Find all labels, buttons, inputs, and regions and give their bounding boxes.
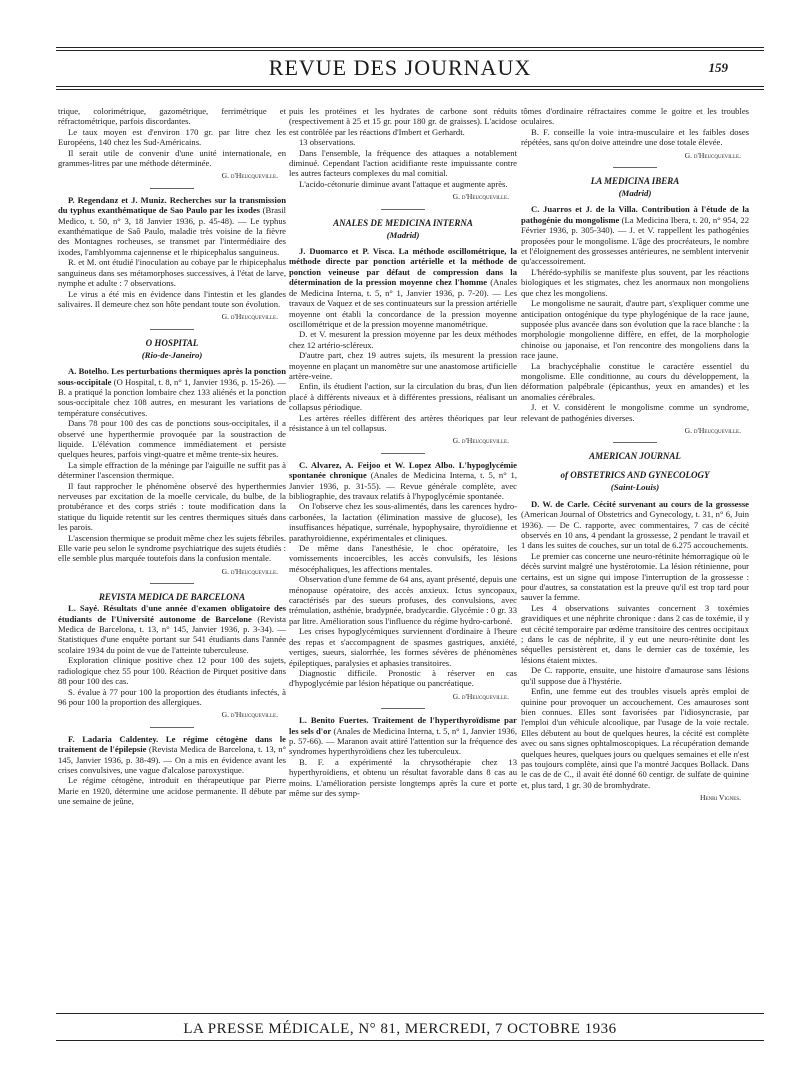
article-entry <box>289 246 517 329</box>
signature: G. d'Heucqueville. <box>684 425 741 435</box>
header-rule-top <box>56 47 764 48</box>
page-number: 159 <box>708 60 728 75</box>
signature: G. d'Heucqueville. <box>452 691 509 701</box>
paragraph: Enfin, ils étudient l'action, sur la circulation du bras, d'un lien placé à différents niveaux et à différentes pressions, réalisant un collapsus périodique. <box>289 381 517 413</box>
paragraph: Observation d'une femme de 64 ans, ayant présenté, depuis une ménopause opératoire, des accès anxieux. Ictus syncopaux, caractérisés par des sueurs profuses, des convulsions, avec trémulation, asthénie, bradypnée, bradycardie. Glycémie : 0 gr. 33 par litre. Amélioration sous l'influence du régime hydro-carboné. <box>289 574 517 626</box>
signature: G. d'Heucqueville. <box>452 192 509 202</box>
article-abstract: (La Medicina Ibera, t. 20, n° 954, 22 Février 1936, p. 305-340). — J. et V. rappellent les pathogénies proposées pour le mongolisme. L'âge des procréateurs, le nombre et l'éloignement des grossesses antérieures, ne semblent intervenir qu'accessoirement. <box>521 214 749 267</box>
separator-rule <box>381 708 425 709</box>
separator-rule <box>613 442 657 443</box>
article-abstract: (Revista Medica de Barcelona, t. 13, n° 145, Janvier 1936, p. 3-34). — Statistiques d'une enquête portant sur 541 étudiants dans l'année scolaire 1934 du point de vue de l'atteinte tuberculeuse. <box>58 613 286 655</box>
paragraph: Dans 78 pour 100 des cas de ponctions sous-occipitales, il a observé une hyperthermie provoquée par la soustraction de liquide. L'élévation commence immédiatement et persiste quelques heures, parfois vingt-quatre et même trente-six heures. <box>58 418 286 460</box>
paragraph: Il serait utile de convenir d'une unité internationale, en grammes-litres par une méthode déterminée. <box>58 147 286 169</box>
paragraph: Le taux moyen est d'environ 170 gr. par litre chez les Européens, 140 chez les Sud-Américains. <box>58 126 286 148</box>
paragraph: Enfin, une femme eut des troubles visuels après emploi de quinine pour provoquer un accouchement. Ces amauroses sont bien connues. Elles sont favorisées par l'idiosyncrasie, par l'emploi d'un véhicule alcoolique, par l'usage de la voie rectale. Elles débutent au bout de quelques heures, la cécité est complète avec ou sans signes ophtalmoscopiques. La récupération demande quelques heures, quelques jours ou quelques semaines et elle n'est pas toujours complète, ainsi que l'a montré Jacques Bollack. Dans le cas de de C., il avait été donné 60 centigr. de sulfate de quinine et, plus tard, 1 gr. 30 de bromhydrate. <box>521 686 749 790</box>
article-title: Recherches sur la transmission du typhus exanthématique de Sao Paulo par les ixodes <box>58 194 286 216</box>
paragraph: Les 4 observations suivantes concernent 3 toxémies gravidiques et une néphrite chronique : dans 2 cas de toxémie, il y eut cécité temporaire par œdème transitoire des centres occipitaux ; dans le cas de néphrite, il y eut une neuro-rétinite dont les séquelles persistèrent et, dans le dernier cas de toxémie, les lésions étaient mixtes. <box>521 602 749 665</box>
paragraph: Dans l'ensemble, la fréquence des attaques a notablement diminué. Cependant l'action acidifiante reste impuissante contre les autres facteurs complexes du mal comitial. <box>289 147 517 179</box>
journal-section-city: (Madrid) <box>386 229 420 240</box>
paragraph: Les artères réelles diffèrent des artères théoriques par leur résistance à un tel collapsus. <box>289 412 517 433</box>
footer-publication-line: LA PRESSE MÉDICALE, N° 81, MERCREDI, 7 OCTOBRE 1936 <box>183 1021 617 1037</box>
signature: G. d'Heucqueville. <box>221 566 278 576</box>
paragraph: D'autre part, chez 19 autres sujets, ils mesurent la pression moyenne en plaçant un manomètre sur une anastomose artificielle artère-veine. <box>289 350 517 381</box>
paragraph: D. et V. mesurent la pression moyenne par les deux méthodes chez 12 artério-scléreux. <box>289 329 517 350</box>
paragraph: Il faut rapprocher le phénomène observé des hyperthermies nerveuses par excitation de la moelle cervicale, du bulbe, de la protubérance et des corps striés : toute modification dans la statique du liquide retentit sur les centres thermiques situés dans les parois. <box>58 480 286 533</box>
article-author: C. Alvarez, A. Feijoo et W. Lopez Albo. <box>299 459 455 470</box>
header-rule-bottom <box>56 86 764 87</box>
paragraph: Les crises hypoglycémiques surviennent d'ordinaire à l'heure des repas et s'accompagnent de spasmes gastriques, anxiété, vertiges, sueurs, sialorrhée, les formes sévères de phénomènes épileptiques, paralysies et aphasies transitoires. <box>289 626 517 668</box>
separator-rule <box>381 453 425 454</box>
journal-section-heading: of OBSTETRICS AND GYNECOLOGY <box>560 470 710 481</box>
paragraph: B. F. a expérimenté la chrysothérapie chez 13 hyperthyroïdiens, et obtenu un résultat favorable dans 8 cas au moins. L'amélioration persiste longtemps après la cure et porte même sur des symp- <box>289 756 517 798</box>
journal-title: REVUE DES JOURNAUX <box>268 55 532 80</box>
header-rule-bottom-second <box>56 89 764 90</box>
journal-section-heading: LA MEDICINA IBERA <box>590 176 680 187</box>
paragraph: Diagnostic difficile. Pronostic à réserver en cas d'hypoglycémie par lésion hépatique ou pancréatique. <box>289 667 517 689</box>
separator-rule <box>150 583 194 584</box>
paragraph: J. et V. considèrent le mongolisme comme un syndrome, relevant de pathogénies diverses. <box>521 402 749 423</box>
paragraph: puis les protéines et les hydrates de carbone sont réduits (respectivement à 25 et 15 gr. pour 180 gr. de graisses). L'acidose est contrôlée par les réactions d'Imbert et Gerhardt. <box>289 106 517 137</box>
signature: G. d'Heucqueville. <box>684 150 741 160</box>
paragraph: L'hérédo-syphilis se manifeste plus souvent, par les réactions biologiques et les stigmates, chez les anormaux non mongoliens que chez les mongoliens. <box>521 266 749 298</box>
signature: Henri Vignes. <box>699 793 741 803</box>
column-right <box>521 106 749 803</box>
journal-section-city: (Saint-Louis) <box>610 482 660 493</box>
separator-rule <box>150 329 194 330</box>
separator-rule <box>150 188 194 189</box>
paragraph: trique, colorimétrique, gazométrique, ferrimétrique et réfractométrique, parfois discordantes. <box>58 106 286 127</box>
article-entry <box>289 715 517 757</box>
article-title: Les perturbations thermiques après la ponction sous-occipitale <box>58 366 287 387</box>
article-title: L'hypoglycémie spontanée chronique <box>289 459 517 481</box>
column-left <box>58 106 287 807</box>
article-author: L. Benito Fuertes. <box>299 715 369 726</box>
article-title: Le régime cétogène dans le traitement de l'épilepsie <box>58 733 286 755</box>
paragraph: La simple effraction de la méninge par l'aiguille ne suffit pas à déterminer l'ascension thermique. <box>58 459 286 481</box>
paragraph: Le régime cétogène, introduit en thérapeutique par Pierre Marie en 1920, détermine une acidose permanente. Il débute par une semaine de jeûne, <box>58 775 286 807</box>
article-title: Résultats d'une année d'examen obligatoire des étudiants de l'Université autonome de Barcelone <box>58 603 286 624</box>
article-abstract: (O Hospital, t. 8, n° 1, Janvier 1936, p. 15-26). — B. a pratiqué la ponction lombaire chez 133 aliénés et la ponction sous-occipitale chez 108 autres, en mesurant les variations de température consécutives. <box>58 376 287 418</box>
journal-section-heading: ANALES DE MEDICINA INTERNA <box>333 217 473 228</box>
article-abstract: (American Journal of Obstetrics and Gynecology, t. 31, n° 6, Juin 1936). — De C. rapporte, avec commentaires, 7 cas de cécité observés en 10 ans, 4 pendant la grossesse, 2 pendant le travail et 1 dans les suites de couches, sur un total de 6.275 accouchements. <box>521 509 749 551</box>
paragraph: Le premier cas concerne une neuro-rétinite hémorragique où le décès survint malgré une hystérotomie. La lésion rétinienne, pour certains, est un signe qui impose l'interruption de la grossesse : pour d'autres, sa constatation est la preuve qu'il est trop tard pour sauver la femme. <box>521 550 749 603</box>
paragraph: 13 observations. <box>299 137 356 148</box>
paragraph: L'acido-cétonurie diminue avant l'attaque et augmente après. <box>299 178 508 189</box>
article-abstract: (Anales de Medicina Interna, t. 5, n° 1, Janvier 1936, p. 7-20). — Les travaux de Vaquez et de ses continuateurs sur la pression artérielle moyenne ont établi la concordance de la pression moyenne oscillométrique et de la pression moyenne manométrique. <box>289 277 517 329</box>
signature: G. d'Heucqueville. <box>221 171 278 181</box>
separator-rule <box>381 209 425 210</box>
footer-rule-top <box>56 1013 764 1014</box>
separator-rule <box>613 167 657 168</box>
journal-section-city: (Madrid) <box>618 188 652 199</box>
article-author: J. Duomarco et P. Visca. <box>299 246 395 257</box>
article-author: P. Regendanz et J. Muniz. <box>68 194 167 205</box>
paragraph: De même dans l'anesthésie, le choc opératoire, les vomissements incoercibles, les accès convulsifs, les lésions mésocéphaliques, les affections mentales. <box>289 543 517 574</box>
paragraph: R. et M. ont étudié l'inoculation au cobaye par le rhipicephalus sanguineus dans ses métamorphoses successives, à l'état de larve, nymphe et adulte : 7 observations. <box>58 257 286 289</box>
article-title: Cécité survenant au cours de la grossesse <box>592 498 749 509</box>
article-author: A. Botelho. <box>68 366 109 377</box>
article-abstract: (Brasil Medico, t. 50, n° 3, 18 Janvier 1936, p. 45-48). — Le typhus exanthématique de Saô Paulo, maladie très voisine de la fièvre des Montagnes rocheuses, se transmet par l'intermédiaire des ixodes, l'amblyomma cajennense et le rhipicephalus sanguineus. <box>58 205 286 257</box>
article-entry <box>58 734 286 776</box>
footer-rule-bottom <box>56 1040 764 1041</box>
journal-section-heading: REVISTA MEDICA DE BARCELONA <box>98 592 246 603</box>
article-title: Contribution à l'étude de la pathogénie du mongolisme <box>521 204 749 225</box>
article-entry <box>58 366 286 418</box>
article-author: C. Juarros et J. de la Villa. <box>531 204 638 215</box>
article-abstract: (Anales de Medicina Interna, t. 5, n° 1, Janvier 1936, p. 57-66). — Maranon avait attiré l'attention sur la fréquence des syndromes hyperthyroïdiens chez les tuberculeux. <box>289 725 517 757</box>
journal-section-heading: O HOSPITAL <box>145 337 199 348</box>
paragraph: La brachycéphalie constitue le caractère essentiel du mongolisme. Elle conditionne, au cours du développement, la déformation palpébrale (épicanthus, yeux en amandes) et les anomalies cérébrales. <box>521 360 749 402</box>
signature: G. d'Heucqueville. <box>221 710 278 720</box>
paragraph: Exploration clinique positive chez 12 pour 100 des sujets, radiologique chez 55 pour 100. Réaction de Pirquet positive dans 88 pour 100 des cas. <box>58 655 286 687</box>
article-author: D. W. de Carle. <box>531 498 590 509</box>
article-entry <box>521 499 749 551</box>
article-entry <box>58 195 286 257</box>
article-title: La méthode oscillométrique, la méthode directe par ponction artérielle et la méthode de ponction veineuse par défaut de compression dans la détermination de la pression moyenne chez l'homme <box>289 246 518 288</box>
signature: G. d'Heucqueville. <box>221 312 278 322</box>
article-author: L. Sayé. <box>68 603 100 614</box>
article-entry <box>58 603 286 655</box>
paragraph: tômes d'ordinaire réfractaires comme le goitre et les troubles oculaires. <box>521 106 749 127</box>
article-abstract: (Revista Medica de Barcelona, t. 13, n° 145, Janvier 1936, p. 38-49). — On a mis en évidence avant les crises convulsives, une vague d'alcalose paroxystique. <box>58 744 287 775</box>
paragraph: De C. rapporte, ensuite, une histoire d'amaurose sans lésions qu'il suppose due à l'hystérie. <box>521 665 749 686</box>
separator-rule <box>150 727 194 728</box>
article-entry <box>289 460 517 502</box>
article-abstract: (Anales de Medicina Interna, t. 5, n° 1, Janvier 1936, p. 31-55). — Revue générale complète, avec bibliographie, des travaux relatifs à l'hypoglycémie spontanée. <box>289 470 517 501</box>
article-author: F. Ladaria Caldentey. <box>68 733 159 744</box>
column-middle <box>289 106 518 798</box>
header-rule-second <box>56 50 764 51</box>
journal-section-city: (Rio-de-Janeiro) <box>141 349 203 360</box>
paragraph: B. F. conseille la voie intra-musculaire et les faibles doses répétées, sans qu'on doive atteindre une dose totale élevée. <box>521 126 749 148</box>
paragraph: Le mongolisme ne saurait, d'autre part, s'expliquer comme une anticipation ontogénique du type phylogénique de la race jaune, supposée plus avancée dans son évolution que la race blanche : la morphologie mongolienne diffère, en effet, de la morphologie chinoise ou japonaise, et l'on rencontre des mongoliens dans la race jaune. <box>521 298 749 361</box>
paragraph: On l'observe chez les sous-alimentés, dans les carences hydro-carbonées, la lactation (élimination massive de glucose), les insuffisances hépatique, surrénale, hypophysaire, thyroïdienne et parathyroïdienne, expérimentales et cliniques. <box>289 501 517 543</box>
paragraph: Le virus a été mis en évidence dans l'intestin et les glandes salivaires. Il demeure chez son hôte pendant toute son évolution. <box>58 288 286 309</box>
signature: G. d'Heucqueville. <box>452 436 509 446</box>
journal-section-heading: AMERICAN JOURNAL <box>589 451 681 462</box>
paragraph: L'ascension thermique se produit même chez les sujets fébriles. Elle varie peu selon le syndrome psychiatrique des sujets étudiés : elle semble plus marquée toutefois dans la confusion mentale. <box>58 532 286 564</box>
paragraph: S. évalue à 77 pour 100 la proportion des étudiants infectés, à 96 pour 100 la proportion des allergiques. <box>58 686 286 707</box>
article-title: Traitement de l'hyperthyroïdisme par les sels d'or <box>289 715 517 736</box>
article-entry <box>521 204 749 266</box>
